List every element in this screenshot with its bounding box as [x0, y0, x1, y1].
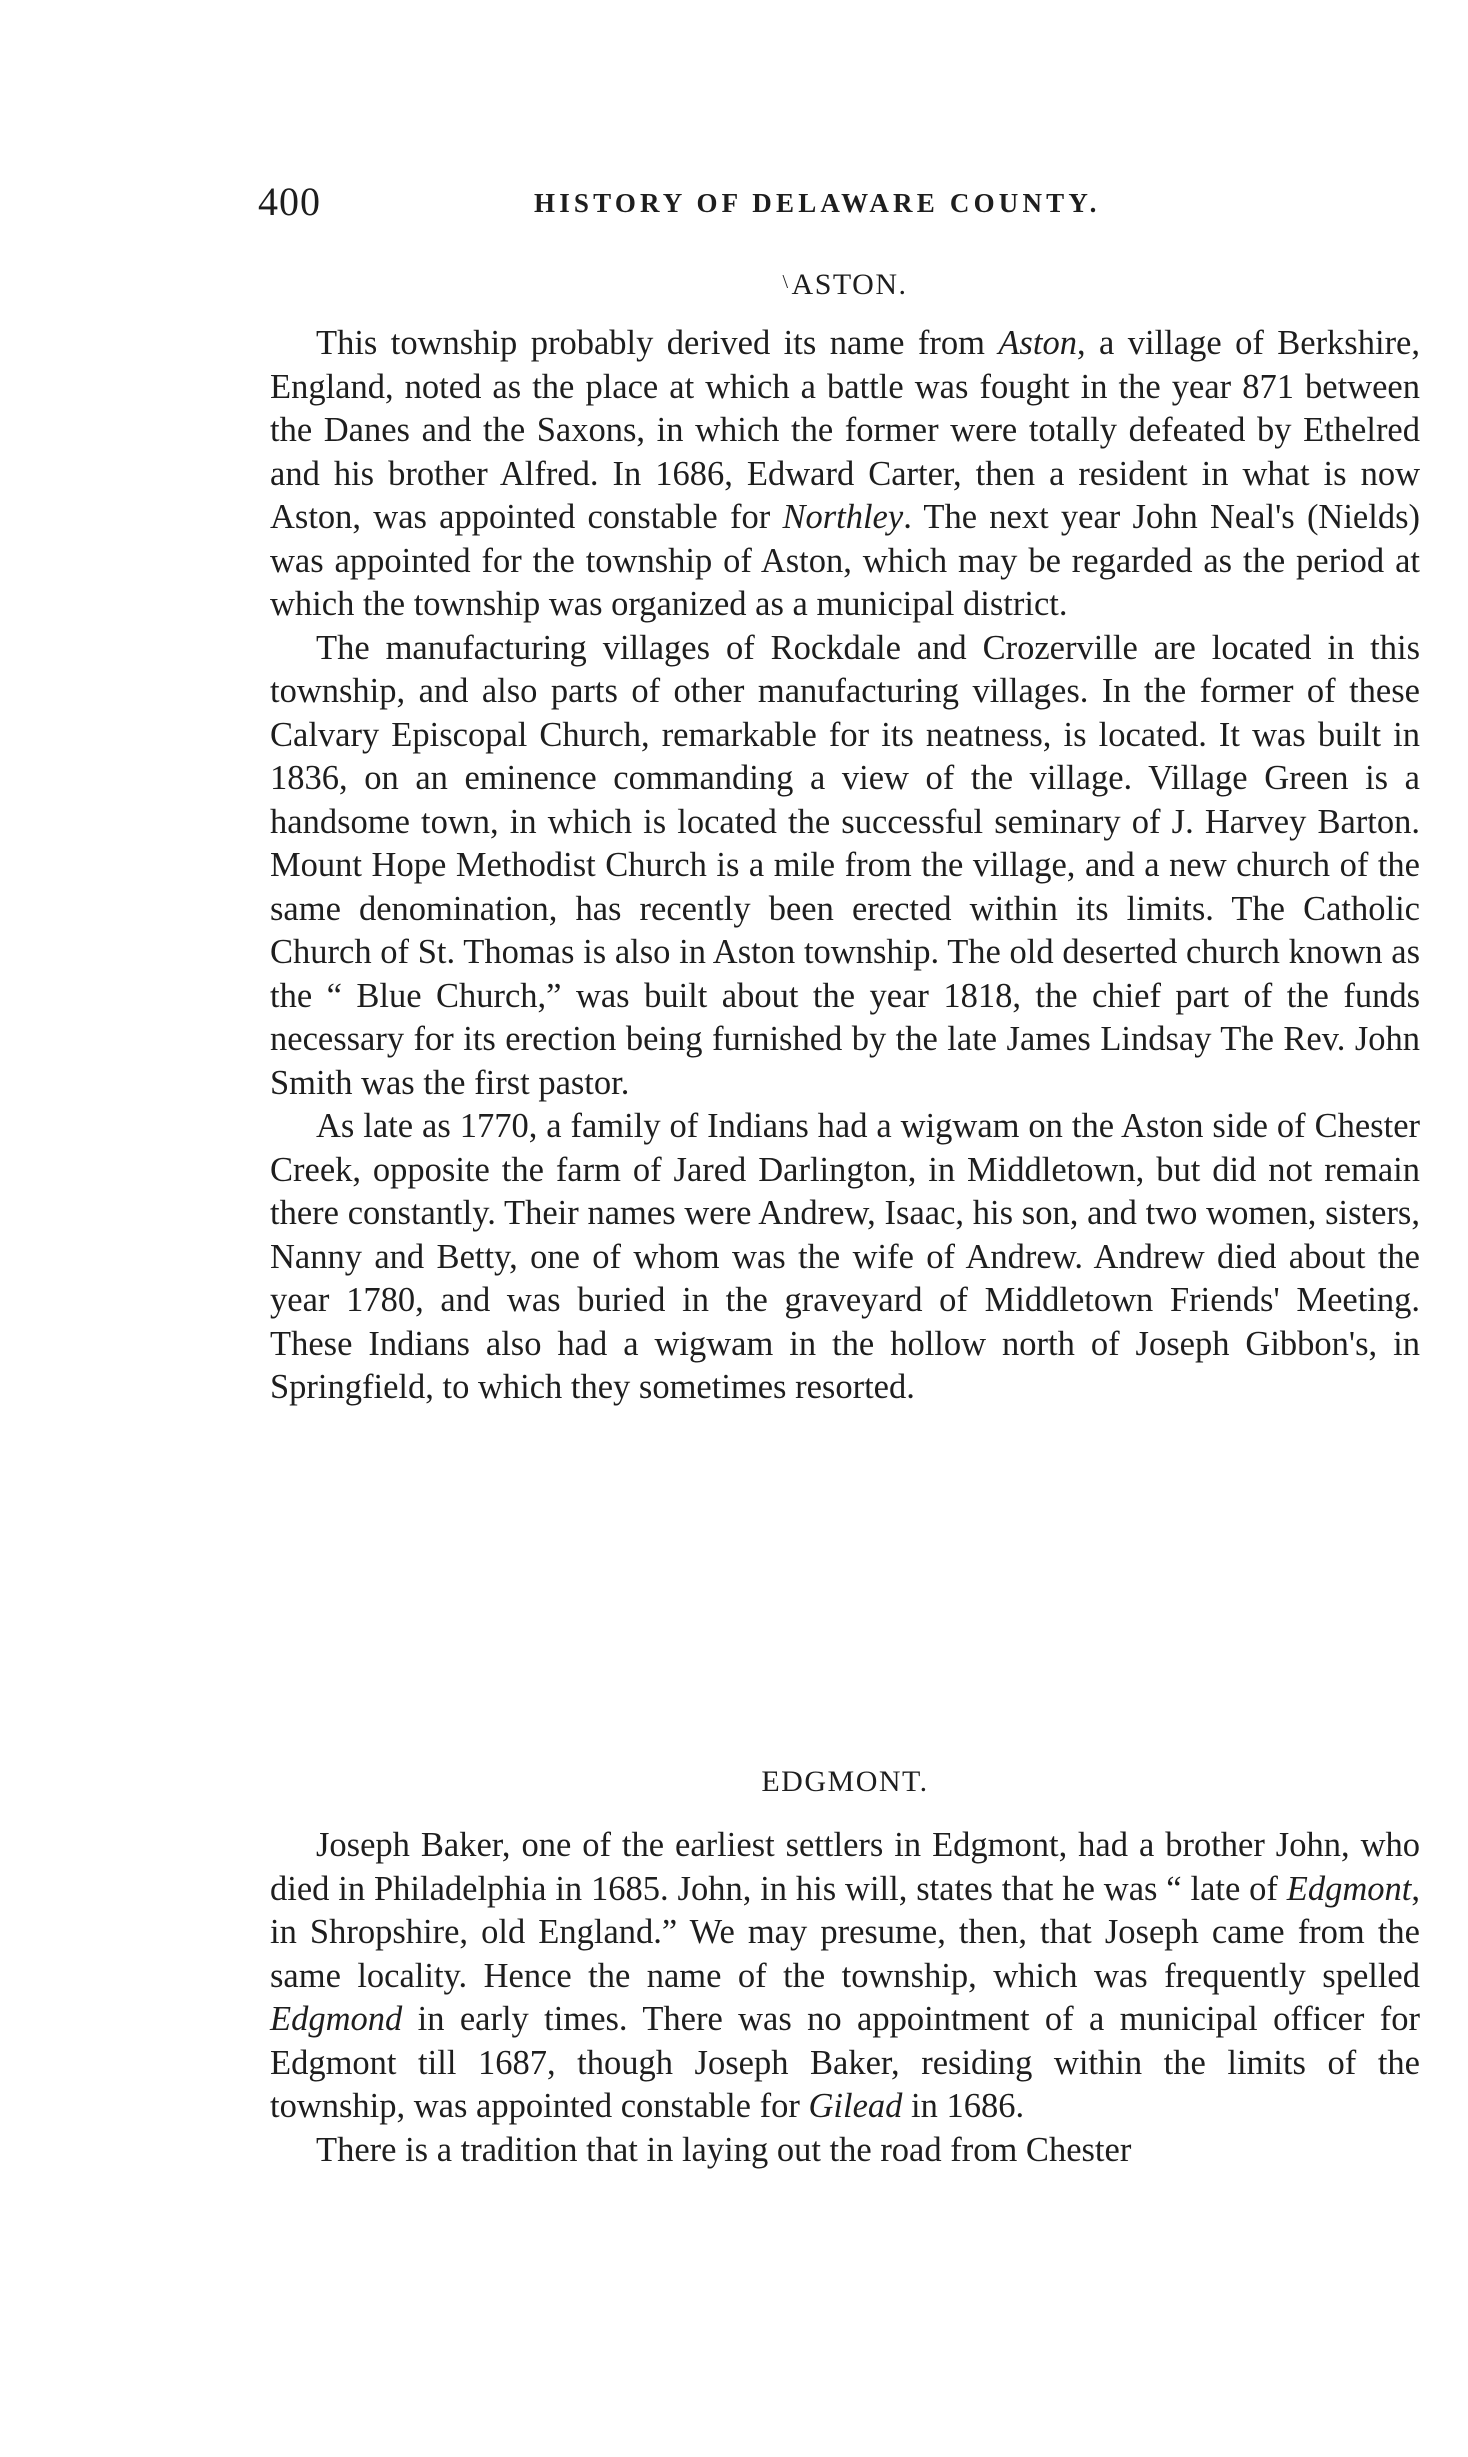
section-heading-aston — [270, 268, 1420, 302]
section-body-aston — [270, 322, 1420, 1410]
paragraph: As late as 1770, a family of Indians had a wigwam on the Aston side of Chester Creek, opposite the farm of Jared Darlington, in Middletown, but did not remain there constantly. Their names were Andrew, Isaac, his son, and two women, sisters, Nanny and Betty, one of whom was the wife of Andrew. Andrew died about the year 1780, and was buried in the graveyard of Middletown Friends' Meeting. These Indians also had a wigwam in the hollow north of Joseph Gibbon's, in Springfield, to which they sometimes resorted. — [270, 1107, 1420, 1406]
paragraph: The manufacturing villages of Rockdale and Crozerville are located in this township, and also parts of other manufacturing villages. In the former of these Calvary Episcopal Church, remarkable for its neatness, is located. It was built in 1836, on an eminence commanding a view of the village. Village Green is a handsome town, in which is located the successful seminary of J. Harvey Barton. Mount Hope Methodist Church is a mile from the village, and a new church of the same denomination, has recently been erected within its limits. The Catholic Church of St. Thomas is also in Aston township. The old deserted church known as the “ Blue Church,” was built about the year 1818, the chief part of the funds necessary for its erection being furnished by the late James Lindsay The Rev. John Smith was the first pastor. — [270, 628, 1420, 1102]
running-head — [258, 178, 1426, 228]
paragraph: Joseph Baker, one of the earliest settlers in Edgmont, had a brother John, who died in Philadelphia in 1685. John, in his will, states that he was “ late of Edgmont, in Shropshire, old England.” We may presume, then, that Joseph came from the same locality. Hence the name of the township, which was frequently spelled Edgmond in early times. There was no appointment of a municipal officer for Edgmont till 1687, though Joseph Baker, residing within the limits of the township, was appointed constable for Gilead in 1686. — [270, 1826, 1420, 2125]
section-heading-text: EDGMONT. — [761, 1765, 929, 1798]
paragraph: There is a tradition that in laying out the road from Chester — [316, 2130, 1132, 2169]
heading-mark: \ — [782, 271, 790, 293]
section-heading-edgmont — [270, 1765, 1420, 1799]
section-body-edgmont — [270, 1824, 1420, 2172]
paragraph: This township probably derived its name from Aston, a village of Berkshire, England, noted as the place at which a battle was fought in the year 871 between the Danes and the Saxons, in which the former were totally defeated by Ethelred and his brother Alfred. In 1686, Edward Carter, then a resident in what is now Aston, was appointed constable for Northley. The next year John Neal's (Nields) was appointed for the township of Aston, which may be regarded as the period at which the township was organized as a municipal district. — [270, 324, 1420, 623]
section-heading-text: ASTON. — [791, 268, 908, 301]
running-head-title: HISTORY OF DELAWARE COUNTY. — [534, 188, 1101, 218]
page-number: 400 — [258, 179, 321, 224]
